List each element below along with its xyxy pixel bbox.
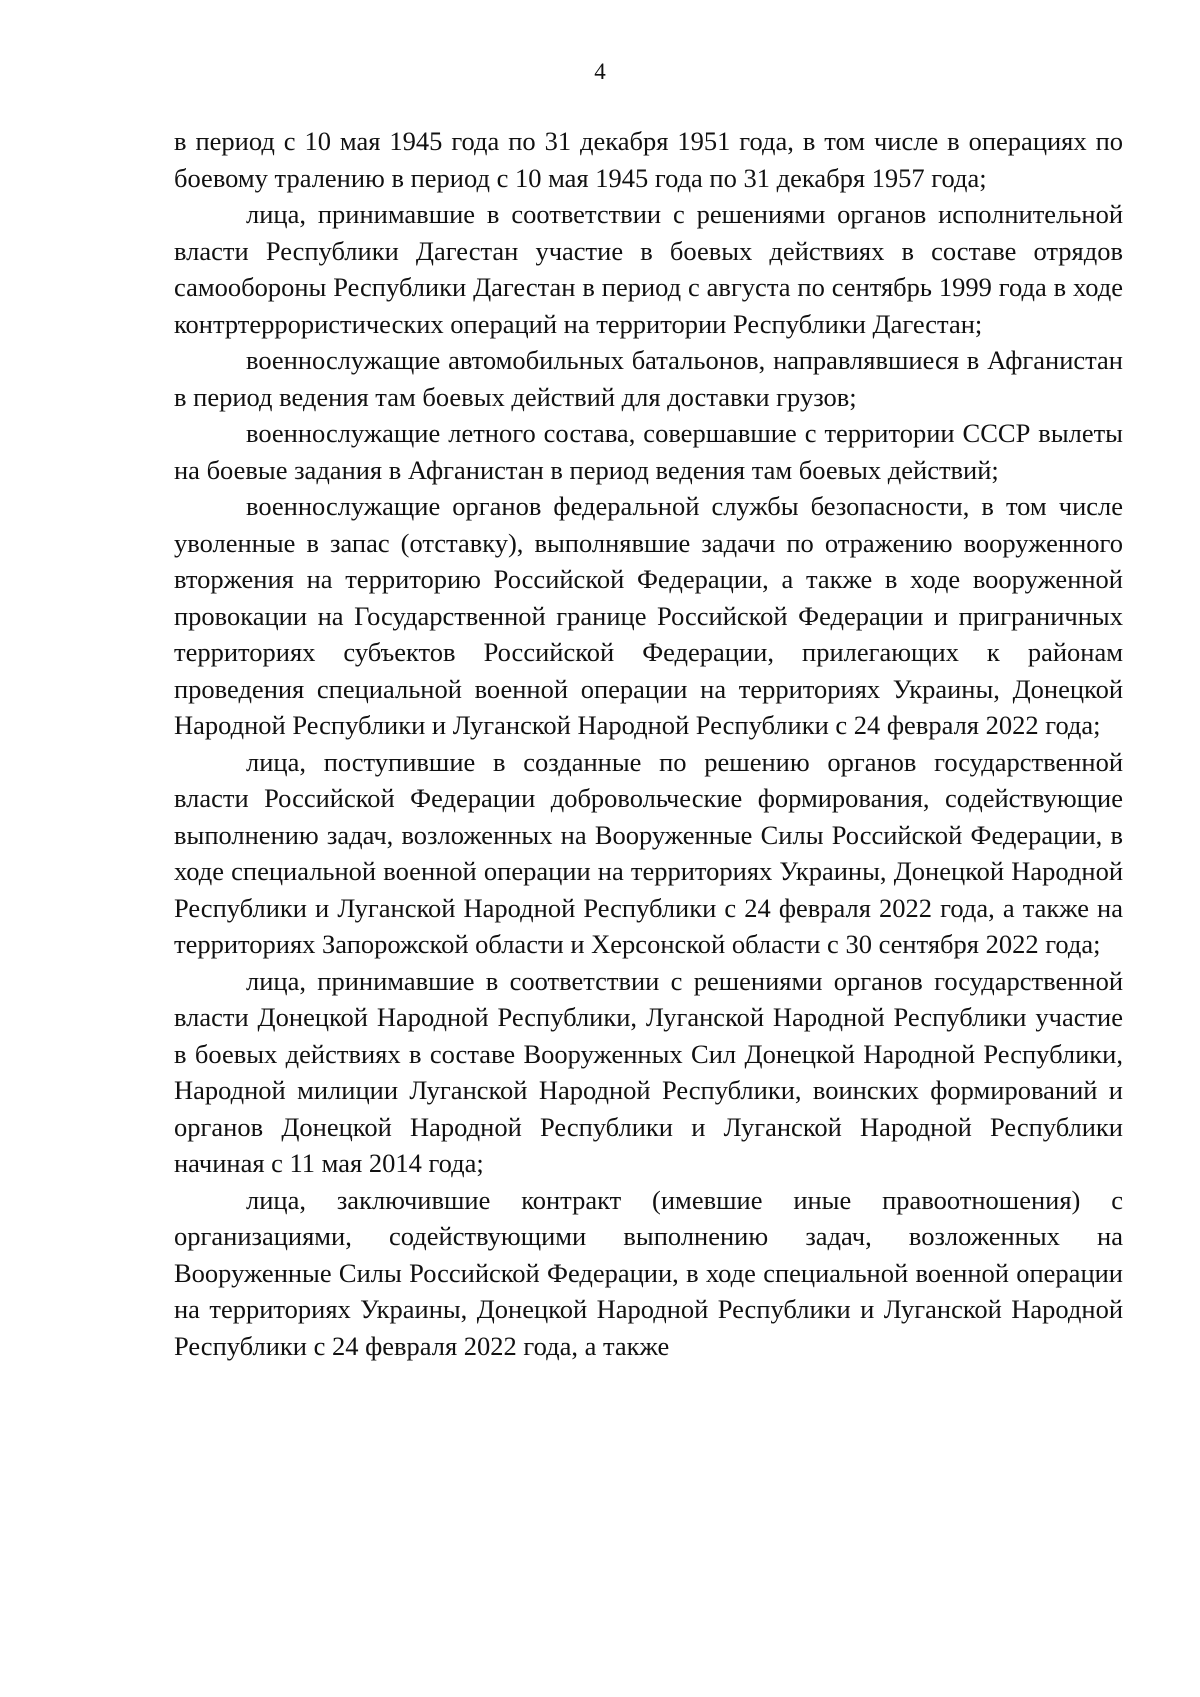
paragraph-dagestan-self-defense: лица, принимавшие в соответствии с решениями органов исполнительной власти Республики Дагестан участие в боевых действиях в составе отрядов самообороны Республики Дагестан в период с августа по сентябрь 1999 года в ходе контртеррористических операций на территории Республики Дагестан;	[174, 199, 1123, 339]
page-number: 4	[594, 59, 606, 84]
paragraph-dpr-lpr-participants: лица, принимавшие в соответствии с решениями органов государственной власти Донецкой Народной Республики, Луганской Народной Республики участие в боевых действиях в составе Вооруженных Сил Донецкой Народной Республики, Народной милиции Луганской Народной Республики, воинских формирований и органов Донецкой Народной Республики и Луганской Народной Республики начиная с 11 мая 2014 года;	[174, 965, 1123, 1178]
paragraph-fsb-servicemen: военнослужащие органов федеральной службы безопасности, в том числе уволенные в запас (отставку), выполнявшие задачи по отражению вооруженного вторжения на территорию Российской Федерации, а также в ходе вооруженной провокации на Государственной границе Российской Федерации и приграничных территориях субъектов Российской Федерации, прилегающих к районам проведения специальной военной операции на территориях Украины, Донецкой Народной Республики и Луганской Народной Республики с 24 февраля 2022 года;	[174, 491, 1123, 740]
paragraph-automobile-battalions: военнослужащие автомобильных батальонов, направлявшиеся в Афганистан в период ведения там боевых действий для доставки грузов;	[174, 345, 1123, 412]
paragraph-volunteer-formations: лица, поступившие в созданные по решению органов государственной власти Российской Федерации добровольческие формирования, содействующие выполнению задач, возложенных на Вооруженные Силы Российской Федерации, в ходе специальной военной операции на территориях Украины, Донецкой Народной Республики и Луганской Народной Республики с 24 февраля 2022 года, а также на территориях Запорожской области и Херсонской области с 30 сентября 2022 года;	[174, 746, 1123, 959]
paragraph-flight-personnel: военнослужащие летного состава, совершавшие с территории СССР вылеты на боевые задания в Афганистан в период ведения там боевых действий;	[174, 418, 1123, 485]
paragraph-continuation: в период с 10 мая 1945 года по 31 декабря 1951 года, в том числе в операциях по боевому тралению в период с 10 мая 1945 года по 31 декабря 1957 года;	[174, 126, 1123, 193]
document-body	[174, 123, 1123, 1364]
paragraph-contract-persons: лица, заключившие контракт (имевшие иные правоотношения) с организациями, содействующими выполнению задач, возложенных на Вооруженные Силы Российской Федерации, в ходе специальной военной операции на территориях Украины, Донецкой Народной Республики и Луганской Народной Республики с 24 февраля 2022 года, а также	[174, 1184, 1123, 1361]
